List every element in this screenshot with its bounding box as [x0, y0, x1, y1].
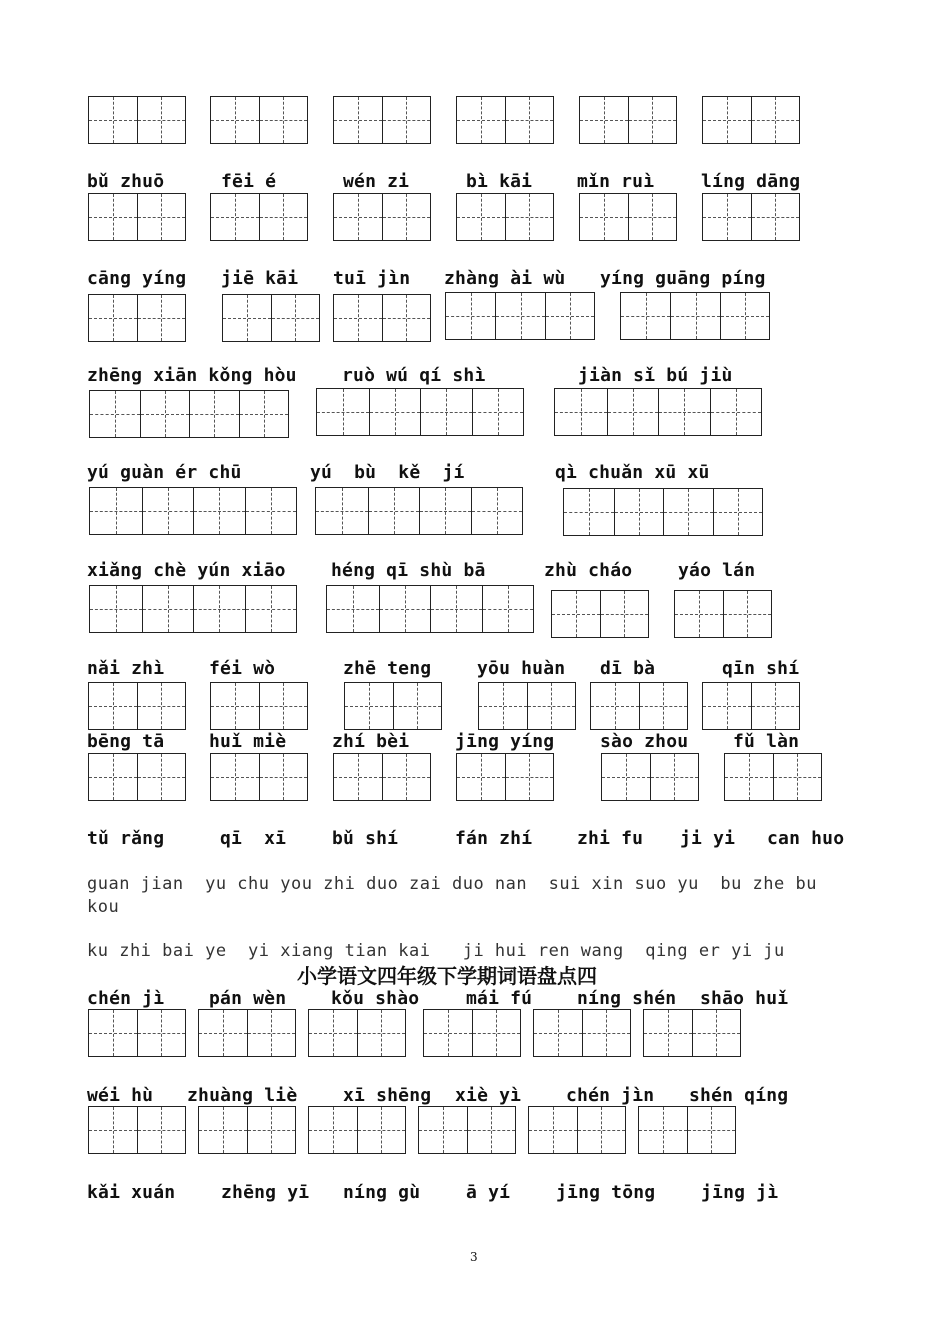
character-writing-grid[interactable] — [198, 1009, 296, 1057]
pinyin-label: ā yí — [466, 1182, 511, 1203]
tianzi-cell[interactable] — [457, 194, 505, 240]
character-writing-grid[interactable] — [702, 96, 800, 144]
pinyin-label: jīng jì — [701, 1182, 779, 1203]
section-title: 小学语文四年级下学期词语盘点四 — [297, 964, 597, 988]
plain-pinyin-line: guan jian yu chu you zhi duo zai duo nan sui xin suo yu bu zhe bu — [87, 874, 817, 894]
tianzi-cell[interactable] — [137, 754, 185, 800]
character-writing-grid[interactable] — [528, 1106, 626, 1154]
tianzi-cell[interactable] — [89, 754, 137, 800]
page-number: 3 — [470, 1250, 478, 1264]
tianzi-cell[interactable] — [614, 489, 664, 535]
pinyin-label: níng shén — [577, 988, 677, 1009]
tianzi-cell[interactable] — [211, 194, 259, 240]
tianzi-cell[interactable] — [703, 97, 751, 143]
character-writing-grid[interactable] — [620, 292, 770, 340]
tianzi-cell[interactable] — [430, 586, 482, 632]
pinyin-label: pán wèn — [209, 988, 287, 1009]
pinyin-label: cāng yíng — [87, 268, 187, 289]
pinyin-label: xī shēng — [343, 1085, 432, 1106]
character-writing-grid[interactable] — [222, 294, 320, 342]
tianzi-cell[interactable] — [189, 391, 239, 437]
pinyin-label: qīn shí — [722, 658, 800, 679]
pinyin-label: fēi é — [221, 171, 277, 192]
tianzi-cell[interactable] — [223, 295, 271, 341]
character-writing-grid[interactable] — [579, 193, 677, 241]
tianzi-cell[interactable] — [675, 591, 723, 637]
character-writing-grid[interactable] — [333, 753, 431, 801]
pinyin-label: zhēng xiān kǒng hòu — [87, 365, 297, 386]
character-writing-grid[interactable] — [533, 1009, 631, 1057]
tianzi-cell[interactable] — [137, 1010, 185, 1056]
pinyin-label: jiē kāi — [221, 268, 299, 289]
tianzi-cell[interactable] — [628, 194, 676, 240]
pinyin-label: fǔ làn — [733, 731, 800, 752]
pinyin-label: zhí bèi — [332, 731, 410, 752]
pinyin-label: ruò wú qí shì — [342, 365, 486, 386]
tianzi-cell[interactable] — [199, 1010, 247, 1056]
pinyin-label: líng dāng — [701, 171, 801, 192]
tianzi-cell[interactable] — [495, 293, 544, 339]
character-writing-grid[interactable] — [210, 682, 308, 730]
tianzi-cell[interactable] — [89, 295, 137, 341]
pinyin-label: bǔ zhuō — [87, 171, 165, 192]
character-writing-grid[interactable] — [590, 682, 688, 730]
tianzi-cell[interactable] — [334, 295, 382, 341]
tianzi-cell[interactable] — [327, 586, 379, 632]
character-writing-grid[interactable] — [456, 753, 554, 801]
pinyin-label: féi wò — [209, 658, 276, 679]
pinyin-label: bǔ shí — [332, 828, 399, 849]
tianzi-cell[interactable] — [247, 1107, 295, 1153]
tianzi-cell[interactable] — [582, 1010, 630, 1056]
tianzi-cell[interactable] — [309, 1107, 357, 1153]
pinyin-label: xiè yì — [455, 1085, 522, 1106]
pinyin-label: níng gù — [343, 1182, 421, 1203]
plain-pinyin-line: ku zhi bai ye yi xiang tian kai ji hui ren wang qing er yi ju — [87, 941, 785, 961]
tianzi-cell[interactable] — [382, 754, 430, 800]
tianzi-cell[interactable] — [692, 1010, 740, 1056]
tianzi-cell[interactable] — [90, 488, 142, 534]
pinyin-label: jīng yíng — [455, 731, 555, 752]
character-writing-grid[interactable] — [326, 585, 534, 633]
tianzi-cell[interactable] — [245, 488, 297, 534]
plain-pinyin-line: kou — [87, 897, 120, 917]
tianzi-cell[interactable] — [259, 754, 307, 800]
tianzi-cell[interactable] — [751, 683, 799, 729]
pinyin-label: zhēng yī — [221, 1182, 310, 1203]
tianzi-cell[interactable] — [334, 97, 382, 143]
tianzi-cell[interactable] — [602, 754, 650, 800]
tianzi-cell[interactable] — [357, 1107, 405, 1153]
tianzi-cell[interactable] — [552, 591, 600, 637]
tianzi-cell[interactable] — [457, 97, 505, 143]
character-writing-grid[interactable] — [456, 96, 554, 144]
tianzi-cell[interactable] — [89, 194, 137, 240]
pinyin-label: yíng guāng píng — [600, 268, 766, 289]
pinyin-label: qī xī — [220, 828, 287, 849]
character-writing-grid[interactable] — [702, 193, 800, 241]
pinyin-label: mǐn ruì — [577, 171, 655, 192]
tianzi-cell[interactable] — [534, 1010, 582, 1056]
tianzi-cell[interactable] — [419, 1107, 467, 1153]
tianzi-cell[interactable] — [382, 194, 430, 240]
pinyin-label: jiàn sǐ bú jiù — [578, 365, 733, 386]
tianzi-cell[interactable] — [309, 1010, 357, 1056]
character-writing-grid[interactable] — [89, 487, 297, 535]
tianzi-cell[interactable] — [140, 391, 190, 437]
tianzi-cell[interactable] — [211, 683, 259, 729]
character-writing-grid[interactable] — [601, 753, 699, 801]
character-writing-grid[interactable] — [316, 388, 524, 436]
tianzi-cell[interactable] — [89, 1107, 137, 1153]
tianzi-cell[interactable] — [419, 488, 471, 534]
character-writing-grid[interactable] — [88, 294, 186, 342]
character-writing-grid[interactable] — [88, 1106, 186, 1154]
tianzi-cell[interactable] — [600, 591, 648, 637]
pinyin-label: mái fú — [466, 988, 533, 1009]
pinyin-label: chén jìn — [566, 1085, 655, 1106]
tianzi-cell[interactable] — [259, 97, 307, 143]
pinyin-label: zhù cháo — [544, 560, 633, 581]
tianzi-cell[interactable] — [529, 1107, 577, 1153]
tianzi-cell[interactable] — [90, 586, 142, 632]
tianzi-cell[interactable] — [467, 1107, 515, 1153]
character-writing-grid[interactable] — [89, 390, 289, 438]
tianzi-cell[interactable] — [628, 97, 676, 143]
tianzi-cell[interactable] — [687, 1107, 735, 1153]
character-writing-grid[interactable] — [89, 585, 297, 633]
tianzi-cell[interactable] — [505, 97, 553, 143]
character-writing-grid[interactable] — [88, 193, 186, 241]
tianzi-cell[interactable] — [89, 97, 137, 143]
tianzi-cell[interactable] — [259, 194, 307, 240]
tianzi-cell[interactable] — [639, 683, 687, 729]
tianzi-cell[interactable] — [591, 683, 639, 729]
tianzi-cell[interactable] — [137, 1107, 185, 1153]
tianzi-cell[interactable] — [545, 293, 594, 339]
tianzi-cell[interactable] — [142, 586, 194, 632]
character-writing-grid[interactable] — [308, 1009, 406, 1057]
tianzi-cell[interactable] — [725, 754, 773, 800]
tianzi-cell[interactable] — [577, 1107, 625, 1153]
tianzi-cell[interactable] — [382, 295, 430, 341]
pinyin-label: zhi fu — [577, 828, 644, 849]
tianzi-cell[interactable] — [211, 754, 259, 800]
tianzi-cell[interactable] — [457, 754, 505, 800]
pinyin-label: chén jì — [87, 988, 165, 1009]
tianzi-cell[interactable] — [639, 1107, 687, 1153]
pinyin-label: nǎi zhì — [87, 658, 165, 679]
tianzi-cell[interactable] — [211, 97, 259, 143]
character-writing-grid[interactable] — [210, 96, 308, 144]
pinyin-label: yōu huàn — [477, 658, 566, 679]
character-writing-grid[interactable] — [315, 487, 523, 535]
tianzi-cell[interactable] — [245, 586, 297, 632]
tianzi-cell[interactable] — [317, 389, 369, 435]
tianzi-cell[interactable] — [564, 489, 614, 535]
character-writing-grid[interactable] — [456, 193, 554, 241]
character-writing-grid[interactable] — [198, 1106, 296, 1154]
pinyin-label: kǒu shào — [331, 988, 420, 1009]
tianzi-cell[interactable] — [505, 194, 553, 240]
character-writing-grid[interactable] — [88, 96, 186, 144]
tianzi-cell[interactable] — [505, 754, 553, 800]
tianzi-cell[interactable] — [382, 97, 430, 143]
character-writing-grid[interactable] — [308, 1106, 406, 1154]
tianzi-cell[interactable] — [345, 683, 393, 729]
pinyin-label: wén zi — [343, 171, 410, 192]
character-writing-grid[interactable] — [478, 682, 576, 730]
tianzi-cell[interactable] — [472, 1010, 520, 1056]
tianzi-cell[interactable] — [393, 683, 441, 729]
pinyin-label: yú bù kě jí — [310, 462, 465, 483]
tianzi-cell[interactable] — [446, 293, 495, 339]
character-writing-grid[interactable] — [333, 193, 431, 241]
tianzi-cell[interactable] — [137, 295, 185, 341]
tianzi-cell[interactable] — [368, 488, 420, 534]
tianzi-cell[interactable] — [482, 586, 534, 632]
character-writing-grid[interactable] — [702, 682, 800, 730]
tianzi-cell[interactable] — [137, 97, 185, 143]
pinyin-label: fán zhí — [455, 828, 533, 849]
tianzi-cell[interactable] — [193, 586, 245, 632]
tianzi-cell[interactable] — [271, 295, 319, 341]
tianzi-cell[interactable] — [751, 194, 799, 240]
tianzi-cell[interactable] — [137, 683, 185, 729]
tianzi-cell[interactable] — [89, 683, 137, 729]
tianzi-cell[interactable] — [650, 754, 698, 800]
tianzi-cell[interactable] — [555, 389, 607, 435]
tianzi-cell[interactable] — [703, 194, 751, 240]
character-writing-grid[interactable] — [445, 292, 595, 340]
character-writing-grid[interactable] — [210, 753, 308, 801]
pinyin-label: jīng tōng — [556, 1182, 656, 1203]
tianzi-cell[interactable] — [751, 97, 799, 143]
pinyin-label: qì chuǎn xū xū — [555, 462, 710, 483]
pinyin-label: sào zhou — [600, 731, 689, 752]
tianzi-cell[interactable] — [193, 488, 245, 534]
tianzi-cell[interactable] — [713, 489, 763, 535]
pinyin-label: wéi hù — [87, 1085, 154, 1106]
character-writing-grid[interactable] — [724, 753, 822, 801]
tianzi-cell[interactable] — [527, 683, 575, 729]
pinyin-label: shén qíng — [689, 1085, 789, 1106]
pinyin-label: tuī jìn — [333, 268, 411, 289]
pinyin-label: dī bà — [600, 658, 656, 679]
tianzi-cell[interactable] — [663, 489, 713, 535]
tianzi-cell[interactable] — [424, 1010, 472, 1056]
tianzi-cell[interactable] — [316, 488, 368, 534]
tianzi-cell[interactable] — [670, 293, 719, 339]
character-writing-grid[interactable] — [210, 193, 308, 241]
tianzi-cell[interactable] — [607, 389, 659, 435]
tianzi-cell[interactable] — [247, 1010, 295, 1056]
tianzi-cell[interactable] — [703, 683, 751, 729]
pinyin-label: tǔ rǎng — [87, 828, 165, 849]
tianzi-cell[interactable] — [471, 488, 523, 534]
tianzi-cell[interactable] — [379, 586, 431, 632]
pinyin-label: can huo — [767, 828, 845, 849]
tianzi-cell[interactable] — [199, 1107, 247, 1153]
character-writing-grid[interactable] — [88, 753, 186, 801]
character-writing-grid[interactable] — [333, 96, 431, 144]
tianzi-cell[interactable] — [720, 293, 769, 339]
character-writing-grid[interactable] — [418, 1106, 516, 1154]
pinyin-label: huǐ miè — [209, 731, 287, 752]
character-writing-grid[interactable] — [579, 96, 677, 144]
character-writing-grid[interactable] — [344, 682, 442, 730]
tianzi-cell[interactable] — [334, 194, 382, 240]
pinyin-label: zhē teng — [343, 658, 432, 679]
character-writing-grid[interactable] — [554, 388, 762, 436]
tianzi-cell[interactable] — [580, 97, 628, 143]
tianzi-cell[interactable] — [580, 194, 628, 240]
tianzi-cell[interactable] — [710, 389, 762, 435]
pinyin-label: yú guàn ér chū — [87, 462, 242, 483]
pinyin-label: bì kāi — [466, 171, 533, 192]
character-writing-grid[interactable] — [551, 590, 649, 638]
pinyin-label: héng qī shù bā — [331, 560, 486, 581]
pinyin-label: kǎi xuán — [87, 1182, 176, 1203]
tianzi-cell[interactable] — [472, 389, 524, 435]
tianzi-cell[interactable] — [334, 754, 382, 800]
tianzi-cell[interactable] — [137, 194, 185, 240]
tianzi-cell[interactable] — [259, 683, 307, 729]
tianzi-cell[interactable] — [420, 389, 472, 435]
tianzi-cell[interactable] — [621, 293, 670, 339]
character-writing-grid[interactable] — [563, 488, 763, 536]
character-writing-grid[interactable] — [88, 682, 186, 730]
pinyin-label: zhuàng liè — [187, 1085, 298, 1106]
tianzi-cell[interactable] — [369, 389, 421, 435]
pinyin-label: bēng tā — [87, 731, 165, 752]
pinyin-label: xiǎng chè yún xiāo — [87, 560, 286, 581]
tianzi-cell[interactable] — [239, 391, 289, 437]
tianzi-cell[interactable] — [723, 591, 771, 637]
tianzi-cell[interactable] — [644, 1010, 692, 1056]
tianzi-cell[interactable] — [773, 754, 821, 800]
pinyin-label: zhàng ài wù — [444, 268, 566, 289]
tianzi-cell[interactable] — [90, 391, 140, 437]
character-writing-grid[interactable] — [674, 590, 772, 638]
tianzi-cell[interactable] — [89, 1010, 137, 1056]
character-writing-grid[interactable] — [638, 1106, 736, 1154]
character-writing-grid[interactable] — [643, 1009, 741, 1057]
tianzi-cell[interactable] — [479, 683, 527, 729]
pinyin-label: shāo huǐ — [700, 988, 789, 1009]
pinyin-label: ji yi — [680, 828, 736, 849]
character-writing-grid[interactable] — [88, 1009, 186, 1057]
tianzi-cell[interactable] — [658, 389, 710, 435]
character-writing-grid[interactable] — [333, 294, 431, 342]
tianzi-cell[interactable] — [357, 1010, 405, 1056]
tianzi-cell[interactable] — [142, 488, 194, 534]
pinyin-label: yáo lán — [678, 560, 756, 581]
character-writing-grid[interactable] — [423, 1009, 521, 1057]
